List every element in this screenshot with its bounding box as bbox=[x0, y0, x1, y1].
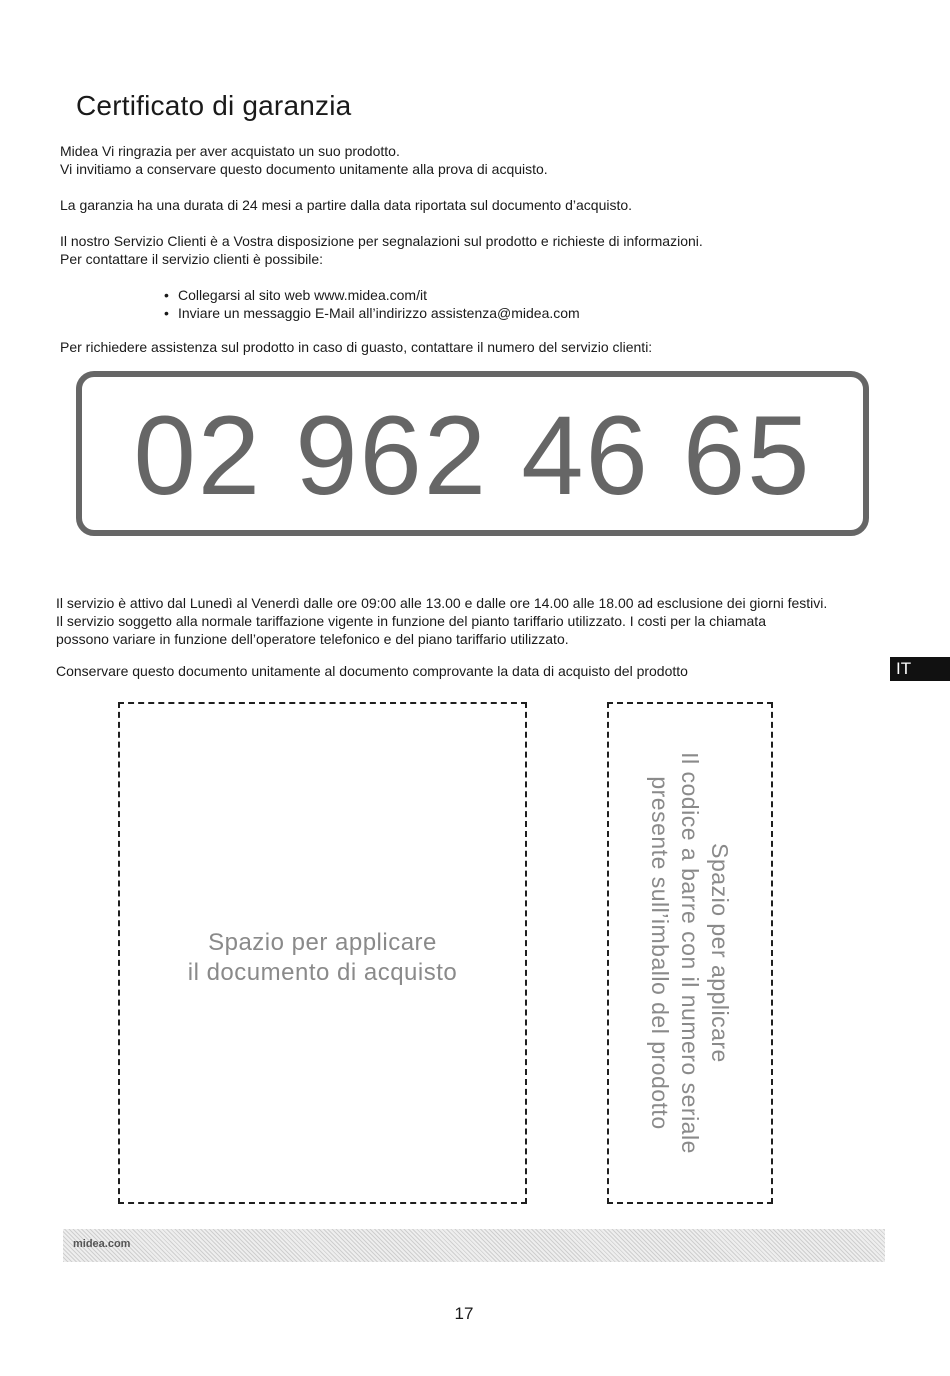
phone-number: 02 962 46 65 bbox=[133, 392, 812, 518]
barcode-placeholder-text bbox=[645, 718, 735, 1188]
bullet-website: • Collegarsi al sito web www.midea.com/it bbox=[178, 286, 427, 304]
intro-line-1: Midea Vi ringrazia per aver acquistato un suo prodotto. bbox=[60, 143, 400, 159]
barcode-placeholder-line-3: presente sull’imballo del prodotto bbox=[647, 776, 673, 1130]
hours-line-3: possono variare in funzione dell’operatore telefonico e del piano tariffario utilizzato. bbox=[56, 631, 569, 647]
hours-line-1: Il servizio è attivo dal Lunedì al Venerdì dalle ore 09:00 alle 13.00 e dalle ore 14.00 alle 18.00 ad esclusione dei giorni festivi. bbox=[56, 595, 828, 611]
assistance-prompt: Per richiedere assistenza sul prodotto in caso di guasto, contattare il numero del servizio clienti: bbox=[60, 339, 653, 355]
phone-number-box bbox=[76, 371, 869, 536]
barcode-placeholder-box bbox=[607, 702, 773, 1204]
warranty-text: La garanzia ha una durata di 24 mesi a partire dalla data riportata sul documento d’acquisto. bbox=[60, 197, 633, 213]
keep-document-text: Conservare questo documento unitamente al documento comprovante la data di acquisto del prodotto bbox=[56, 663, 688, 679]
page-number: 17 bbox=[454, 1304, 474, 1323]
receipt-placeholder-line-2: il documento di acquisto bbox=[187, 959, 458, 986]
footer-bar bbox=[63, 1229, 885, 1262]
barcode-placeholder-line-2: Il codice a barre con il numero seriale bbox=[677, 752, 703, 1154]
intro-line-2: Vi invitiamo a conservare questo documento unitamente alla prova di acquisto. bbox=[60, 161, 548, 177]
barcode-placeholder-line-1: Spazio per applicare bbox=[707, 843, 733, 1063]
footer-url: midea.com bbox=[73, 1238, 131, 1250]
receipt-placeholder-box bbox=[118, 702, 527, 1204]
language-tab: IT bbox=[890, 657, 950, 681]
service-line-2: Per contattare il servizio clienti è possibile: bbox=[60, 251, 324, 267]
hours-line-2: Il servizio soggetto alla normale tariffazione vigente in funzione del pianto tariffario utilizzato. I costi per la chiamata bbox=[56, 613, 766, 629]
page-title: Certificato di garanzia bbox=[76, 90, 352, 121]
bullet-email: • Inviare un messaggio E-Mail all’indirizzo assistenza@midea.com bbox=[178, 304, 580, 322]
receipt-placeholder-line-1: Spazio per applicare bbox=[208, 929, 437, 956]
receipt-placeholder-text bbox=[120, 928, 525, 988]
service-line-1: Il nostro Servizio Clienti è a Vostra disposizione per segnalazioni sul prodotto e richieste di informazioni. bbox=[60, 233, 703, 249]
